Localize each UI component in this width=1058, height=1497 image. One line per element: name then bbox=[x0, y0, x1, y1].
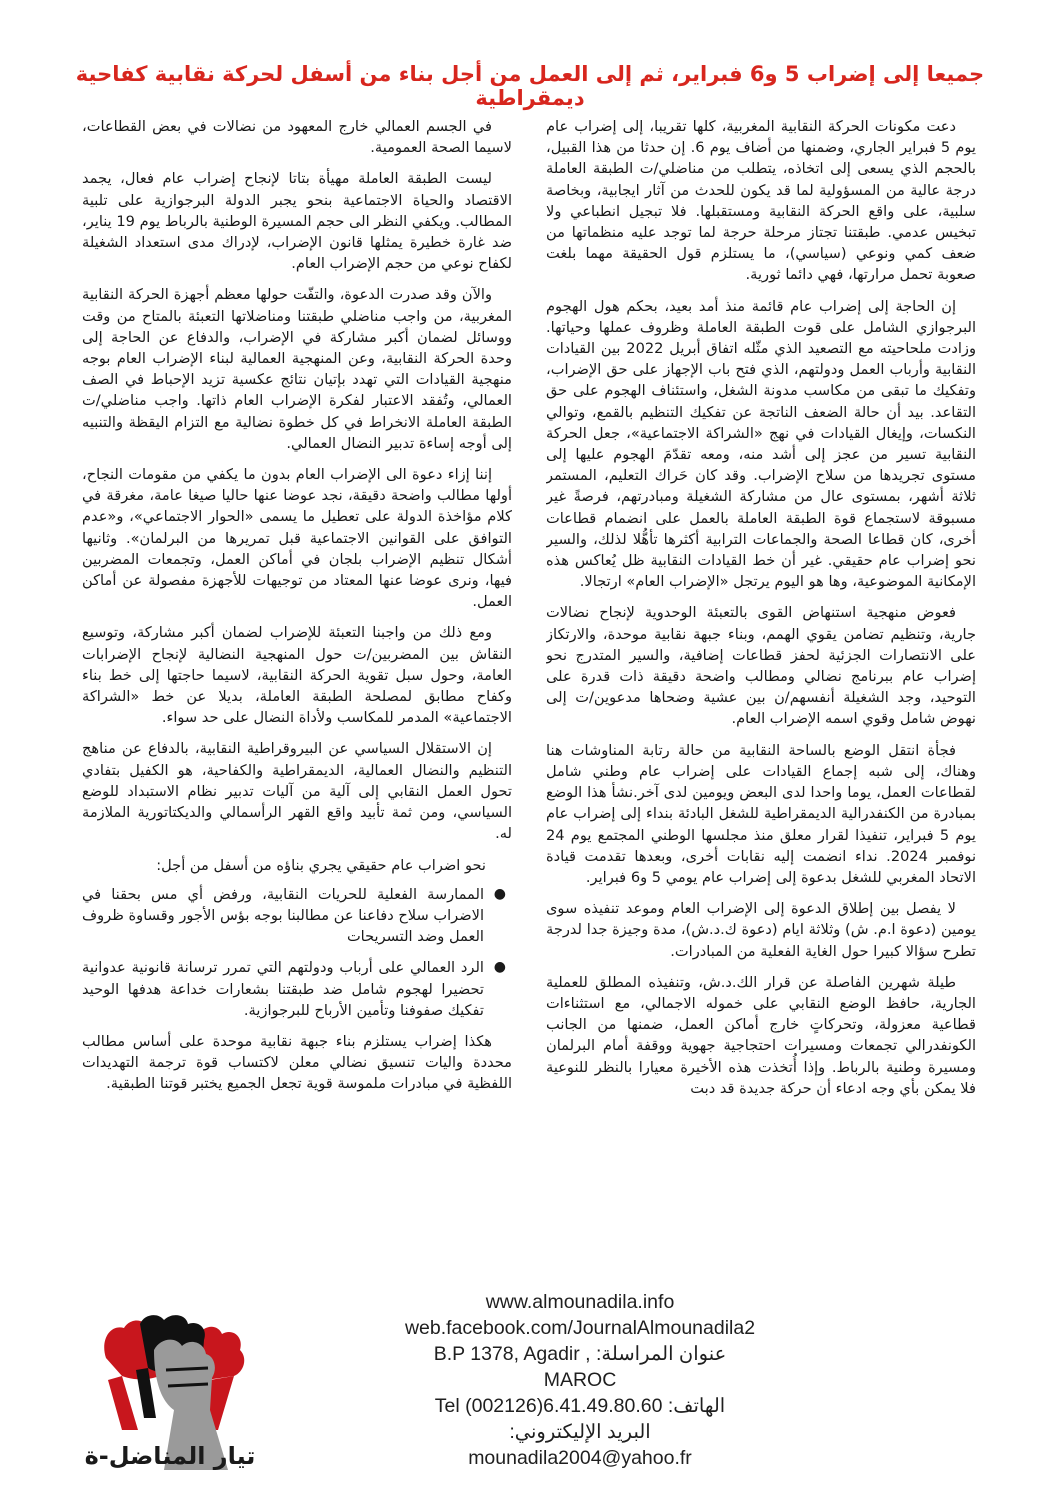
website-link[interactable]: www.almounadila.info bbox=[485, 1291, 675, 1313]
paragraph: دعت مكونات الحركة النقابية المغربية، كلها تقريبا، إلى إضراب عام يوم 5 فبراير الجاري، وضمنها من أضاف يوم 6. إن حدثا من هذا القبيل، بالحجم الذي يسعى إلى اتخاذه، يتطلب من مناضلي/ت الطبقة العاملة درجة عالية من المسؤولية لما قد يكون للحدث من آثار ايجابية، وبخاصة سلبية، على واقع الحركة النقابية ومستقبلها. فلا تبجيل انطباعي ولا تبخيس عدمي. طبقتنا تجتاز مرحلة حرجة لما توجد عليه منظماتها من ضعف كمي ونوعي (سياسي)، ما يستلزم قول الحقيقة مهما بلغت صعوبة تحمل مرارتها، فهي دائما ثورية. bbox=[546, 118, 976, 284]
list-item bbox=[82, 884, 512, 948]
paragraph: إننا إزاء دعوة الى الإضراب العام بدون ما يكفي من مقومات النجاح، أولها مطالب واضحة دقيقة، نجد عوضا عنها حاليا صيغا عامة، مغرقة في كلام مؤاخذة الدولة على تعطيل ما يسمى «الحوار الاجتماعي»، و«عدم التوافق على القوانين الاجتماعية قبل تمريرها من البرلمان». وثانيها أشكال تنظيم الإضراب بلجان في أماكن العمل، وتجمعات المضربين فيها، ونرى عوضا عنها المعتاد من توجيهات للأجهزة مفصولة عن أماكن العمل. bbox=[82, 466, 512, 611]
closing-paragraph: هكذا إضراب يستلزم بناء جبهة نقابية موحدة على أساس مطالب محددة واليات تنسيق نضالي معلن لاكتساب قوة ترجمة التهديدات اللفظية في مبادرات ملموسة قوية تجعل الجميع يختبر قوتنا الطبقية. bbox=[82, 1032, 512, 1093]
phone-number: الهاتف: Tel (002126)6.41.49.80.60 bbox=[434, 1395, 726, 1417]
list-item bbox=[82, 957, 512, 1021]
list-item-text: الممارسة الفعلية للحريات النقابية، ورفض أي مس بحقنا في الاضراب سلاح دفاعنا عن مطالبنا بوجه بؤس الأجور وقساوة ظروف العمل وضد التسريحات bbox=[82, 885, 484, 946]
paragraph: ليست الطبقة العاملة مهيأة بتاتا لإنجاح إضراب عام فعال، يجمد الاقتصاد والحياة الاجتماعية بنحو يجبر الدولة البرجوازية على تلبية المطالب. ويكفي النظر الى حجم المسيرة الوطنية بالرباط يوم 19 يناير، ضد غارة خطيرة يمثلها قانون الإضراب، لإدراك مدى استعداد الشغيلة لكفاح نوعي من حجم الإضراب العام. bbox=[82, 170, 512, 273]
paragraph: ومع ذلك من واجبنا التعبئة للإضراب لضمان أكبر مشاركة، وتوسيع النقاش بين المضربين/ت حول المنهجية النضالية لإنجاح الإضرابات العامة، وحول سبل تقوية الحركة النقابية، لاسيما حاجتها إلى خط بناء وكفاح مطابق لمصلحة الطبقة العاملة، بديلا عن خط «الشراكة الاجتماعية» المدمر للمكاسب ولأداة النضال على حد سواء. bbox=[82, 624, 512, 727]
paragraph: لا يفصل بين إطلاق الدعوة إلى الإضراب العام وموعد تنفيذه سوى يومين (دعوة ا.م. ش) وثلاثة ايام (دعوة ك.د.ش)، مدة وجيزة جدا لدرجة تطرح سؤالا كبيرا حول الغاية الفعلية من المبادرات. bbox=[546, 900, 976, 960]
logo-text: تيار المناضل-ة bbox=[84, 1442, 256, 1470]
demands-list bbox=[82, 884, 512, 1021]
postal-address: عنوان المراسلة: B.P 1378, Agadir , MAROC bbox=[433, 1343, 727, 1391]
article-column-right bbox=[546, 116, 976, 1109]
contact-footer bbox=[400, 1289, 760, 1471]
email-address[interactable]: البريد الإليكتروني: mounadila2004@yahoo.fr bbox=[468, 1421, 692, 1469]
paragraph: إن الاستقلال السياسي عن البيروقراطية النقابية، بالدفاع عن مناهج التنظيم والنضال العمالية، الديمقراطية والكفاحية، هو الكفيل بتفادي تحول العمل النقابي إلى آلية من آليات تدبير نظام الاستبداد للوضع السياسي، ومن ثمة تأبيد واقع القهر الرأسمالي والديكتاتورية الملازمة له. bbox=[82, 740, 512, 843]
facebook-link[interactable]: web.facebook.com/JournalAlmounadila2 bbox=[404, 1317, 756, 1339]
paragraph: فعوض منهجية استنهاض القوى بالتعبئة الوحدوية لإنجاح نضالات جارية، وتنظيم تضامن يقوي الهمم، وبناء جبهة نقابية موحدة، والارتكاز على الانتصارات الجزئية لحفز قطاعات إضافية، والسير المتدرج نحو إضراب عام ببرنامج نضالي ومطالب واضحة دقيقة ذات قدرة على التوحيد، وجد الشغيلة أنفسهم/ن بين عشية وضحاها مدعوين/ت إلى نهوض شامل وقوي اسمه الإضراب العام. bbox=[546, 604, 976, 728]
article-column-left bbox=[82, 116, 512, 1105]
bullet-icon: ● bbox=[493, 885, 506, 902]
paragraph: في الجسم العمالي خارج المعهود من نضالات في بعض القطاعات، لاسيما الصحة العمومية. bbox=[82, 118, 512, 157]
paragraph: والآن وقد صدرت الدعوة، والتفّت حولها معظم أجهزة الحركة النقابية المغربية، من واجب مناضلي طبقتنا ومناضلاتها التعبئة بالمتاح من وقت ووسائل لضمان أكبر مشاركة في الإضراب، والدفاع عن الحاجة إلى وحدة الحركة النقابية، وعن المنهجية العمالية لبناء الإضراب العام بوجه منهجية القيادات التي تهدد بإتيان نتائج عكسية تزيد الإحباط في الصف العمالي، وتُفقد الاعتبار لفكرة الإضراب العام ذاتها. واجب مناضلي/ت الطبقة العاملة الانخراط في كل خطوة نضالية مع التزام اليقظة والتنبيه إلى أوجه إساءة تدبير النضال العمالي. bbox=[82, 286, 512, 452]
paragraph: إن الحاجة إلى إضراب عام قائمة منذ أمد بعيد، بحكم هول الهجوم البرجوازي الشامل على قوت الطبقة العاملة وظروف عملها وحياتها. وزادت ملحاحيته مع التصعيد الذي مثّله اتفاق أبريل 2022 بين القيادات النقابية وأرباب العمل ودولتهم، الذي فتح باب الإجهاز على حق الإضراب، وتفكيك ما تبقى من مكاسب مدونة الشغل، واستئناف الهجوم على حق التقاعد. بيد أن حالة الضعف الناتجة عن تفكيك التنظيم بالقمع، وتوالي النكسات، وإيغال القيادات في نهج «الشراكة الاجتماعية»، جعل الحركة النقابية تسير من عجز إلى أشد منه، ومعه تقدّمَ الهجوم عليها إلى مستوى تجريدها من سلاح الإضراب. وقد كان حَراك التعليم، المستمر ثلاثة أشهر، بمستوى عال من مشاركة الشغيلة ومبادرتهم، فرصةً غير مسبوقة لاستجماع قوة الطبقة العاملة بالعمل على انضمام قطاعات أخرى، كان قطاعا الصحة والجماعات الترابية أكثرها تأهُّلا لذلك، والسير نحو إضراب عام حقيقي. غير أن خط القيادات النقابية ظل يُعاكس هذه الإمكانية الموضوعية، وها هو اليوم يرتجل «الإضراب العام» ارتجالا. bbox=[546, 297, 976, 591]
bullet-icon: ● bbox=[493, 959, 506, 976]
list-item-text: الرد العمالي على أرباب ودولتهم التي تمرر ترسانة قانونية عدوانية تحضيرا لهجوم شامل ضد طبقتنا بشعارات خداعة هدفها الوحيد تفكيك صفوفنا وتأمين الأرباح للبرجوازية. bbox=[82, 959, 484, 1019]
paragraph: فجأة انتقل الوضع بالساحة النقابية من حالة رتابة المناوشات هنا وهناك، إلى شبه إجماع القيادات على إضراب عام وطني شامل لقطاعات العمل، يوما واحدا لدى البعض ويومين لدى آخر.نشأ هذا الوضع بمبادرة من الكنفدرالية الديمقراطية للشغل البادئة بنداء إلى إضراب عام يوم 5 فبراير، تنفيذا لقرار معلق منذ مجلسها الوطني المجتمع يوم 24 نوفمبر 2024. نداء انضمت إليه نقابات أخرى، وبعدها تقدمت قيادة الاتحاد المغربي للشغل بدعوة إلى إضراب عام يومي 5 و6 فبراير. bbox=[546, 741, 976, 886]
list-intro: نحو اضراب عام حقيقي يجري بناؤه من أسفل من أجل: bbox=[156, 856, 486, 874]
page-title: جميعا إلى إضراب 5 و6 فبراير، ثم إلى العمل من أجل بناء من أسفل لحركة نقابية كفاحية ديمقراطية bbox=[75, 62, 985, 110]
paragraph: طيلة شهرين الفاصلة عن قرار الك.د.ش، وتنفيذه المطلق للعملية الجارية، حافظ الوضع النقابي على خموله الاجمالي، مع استثناءات قطاعية معزولة، وتحركاتٍ خارج أماكن العمل، ضمنها من الجانب الكونفدرالي تجمعات ومسيرات احتجاجية جهوية ووقفة أمام البرلمان ومسيرة وطنية بالرباط. وإذا أُتخذت هذه الأخيرة معيارا بالنظر للنوعية فلا يمكن بأي وجه ادعاء أن حركة جديدة قد دبت bbox=[546, 973, 976, 1097]
